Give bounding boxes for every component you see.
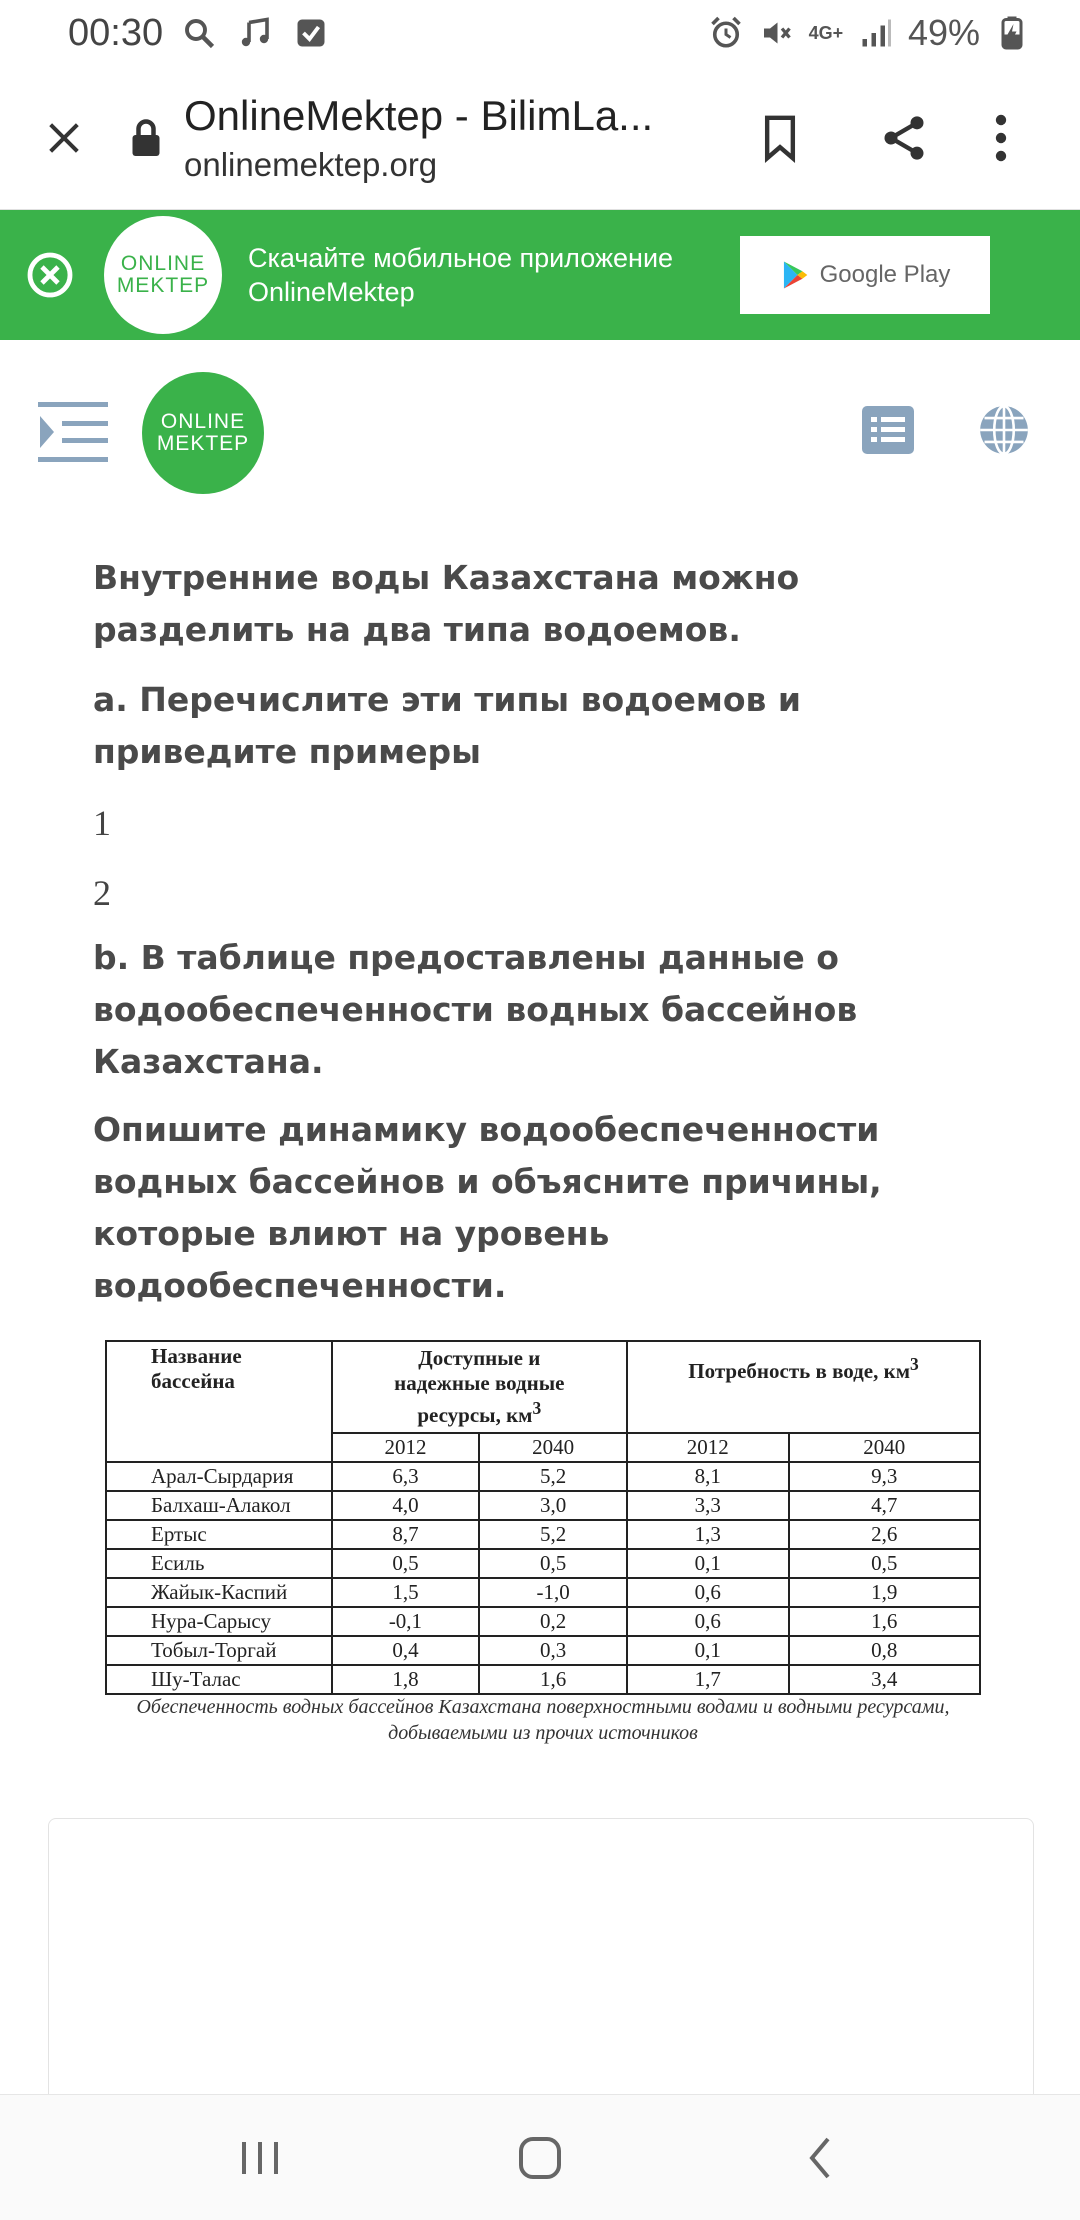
year-header: 2040 — [479, 1433, 627, 1462]
share-button[interactable] — [842, 66, 966, 210]
year-header: 2012 — [332, 1433, 480, 1462]
task-check-icon — [293, 15, 329, 51]
year-header: 2040 — [789, 1433, 980, 1462]
globe-icon — [978, 404, 1030, 456]
system-navigation-bar — [0, 2094, 1080, 2220]
home-icon — [517, 2135, 563, 2181]
close-circle-icon — [26, 251, 74, 299]
close-tab-button[interactable] — [0, 66, 128, 210]
status-time: 00:30 — [68, 11, 164, 54]
banner-logo-line1: ONLINE — [120, 252, 206, 275]
table-row: Балхаш-Алакол 4,0 3,0 3,3 4,7 — [106, 1491, 980, 1520]
question-part-a: a. Перечислите эти типы водоемов и приведите примеры — [93, 680, 802, 771]
mute-icon — [758, 15, 794, 51]
more-options-button[interactable] — [966, 66, 1036, 210]
bookmark-icon — [758, 113, 802, 163]
google-play-icon — [780, 259, 810, 291]
recent-apps-icon — [239, 2138, 281, 2178]
app-download-banner — [0, 210, 1080, 340]
list-view-button[interactable] — [862, 406, 914, 454]
table-row: Есиль 0,5 0,5 0,1 0,5 — [106, 1549, 980, 1578]
bookmark-button[interactable] — [718, 66, 842, 210]
search-icon — [181, 15, 217, 51]
page-title: OnlineMektep - BilimLa... — [184, 91, 654, 139]
table-row: Ертыс 8,7 5,2 1,3 2,6 — [106, 1520, 980, 1549]
site-header — [0, 370, 1080, 496]
question-task: Опишите динамику водообеспеченности водных бассейнов и объясните причины, которые влиют на уровень водообеспеченности. — [93, 1110, 882, 1305]
banner-logo-line2: MEKTEP — [116, 274, 210, 297]
answer-item-1: 1 — [93, 803, 111, 843]
google-play-label: Google Play — [819, 261, 951, 288]
share-icon — [878, 112, 930, 164]
address-bar[interactable] — [184, 92, 704, 184]
back-icon — [804, 2135, 836, 2181]
battery-charging-icon — [994, 15, 1030, 51]
site-logo-line1: ONLINE — [160, 410, 246, 433]
banner-close-button[interactable] — [0, 210, 100, 340]
question-part-b: b. В таблице предоставлены данные о водообеспеченности водных бассейнов Казахстана. — [93, 938, 858, 1081]
table-row: Нура-Сарысу -0,1 0,2 0,6 1,6 — [106, 1607, 980, 1636]
table-row: Арал-Сырдария 6,3 5,2 8,1 9,3 — [106, 1462, 980, 1491]
signal-icon — [858, 15, 894, 51]
header-need: Потребность в воде, $км^3$ — [627, 1341, 980, 1433]
more-vert-icon — [993, 114, 1009, 162]
list-icon — [862, 406, 914, 454]
language-button[interactable] — [978, 404, 1030, 456]
alarm-icon — [708, 15, 744, 51]
question-intro: Внутренние воды Казахстана можно разделить на два типа водоемов. — [93, 558, 800, 649]
google-play-button[interactable] — [740, 236, 990, 314]
menu-button[interactable] — [38, 400, 108, 464]
table-row: Шу-Талас 1,8 1,6 1,7 3,4 — [106, 1665, 980, 1694]
question-content — [93, 552, 993, 1312]
year-header: 2012 — [627, 1433, 789, 1462]
lock-icon — [128, 118, 164, 158]
network-type: 4G+ — [808, 23, 844, 43]
site-logo[interactable] — [142, 372, 264, 494]
answer-input-area[interactable] — [48, 1818, 1034, 2118]
close-icon — [44, 118, 84, 158]
status-bar — [0, 0, 1080, 66]
table-caption: Обеспеченность водных бассейнов Казахстана поверхностными водами и водными ресурсами, добываемыми из прочих источников — [136, 1696, 950, 1744]
table-row: Тобыл-Торгай 0,4 0,3 0,1 0,8 — [106, 1636, 980, 1665]
answer-item-2: 2 — [93, 873, 111, 913]
browser-toolbar — [0, 66, 1080, 210]
recent-apps-button[interactable] — [220, 2118, 300, 2198]
banner-message: Скачайте мобильное приложение OnlineMektep — [248, 243, 674, 307]
music-note-icon — [237, 15, 273, 51]
table-row: Жайык-Каспий 1,5 -1,0 0,6 1,9 — [106, 1578, 980, 1607]
header-resources: Доступные и надежные водные ресурсы, $км^3$ — [332, 1341, 627, 1433]
unit-superscript: 3 — [910, 1354, 919, 1374]
site-logo-line2: MEKTEP — [156, 432, 250, 455]
unit-superscript: 3 — [532, 1398, 542, 1418]
menu-indent-icon — [38, 400, 108, 464]
banner-logo — [104, 216, 222, 334]
water-supply-table — [105, 1340, 981, 1695]
page-url: onlinemektep.org — [184, 145, 438, 183]
header-basin-name: Название бассейна — [106, 1341, 332, 1462]
home-button[interactable] — [500, 2118, 580, 2198]
battery-percent: 49% — [907, 12, 980, 53]
back-button[interactable] — [780, 2118, 860, 2198]
